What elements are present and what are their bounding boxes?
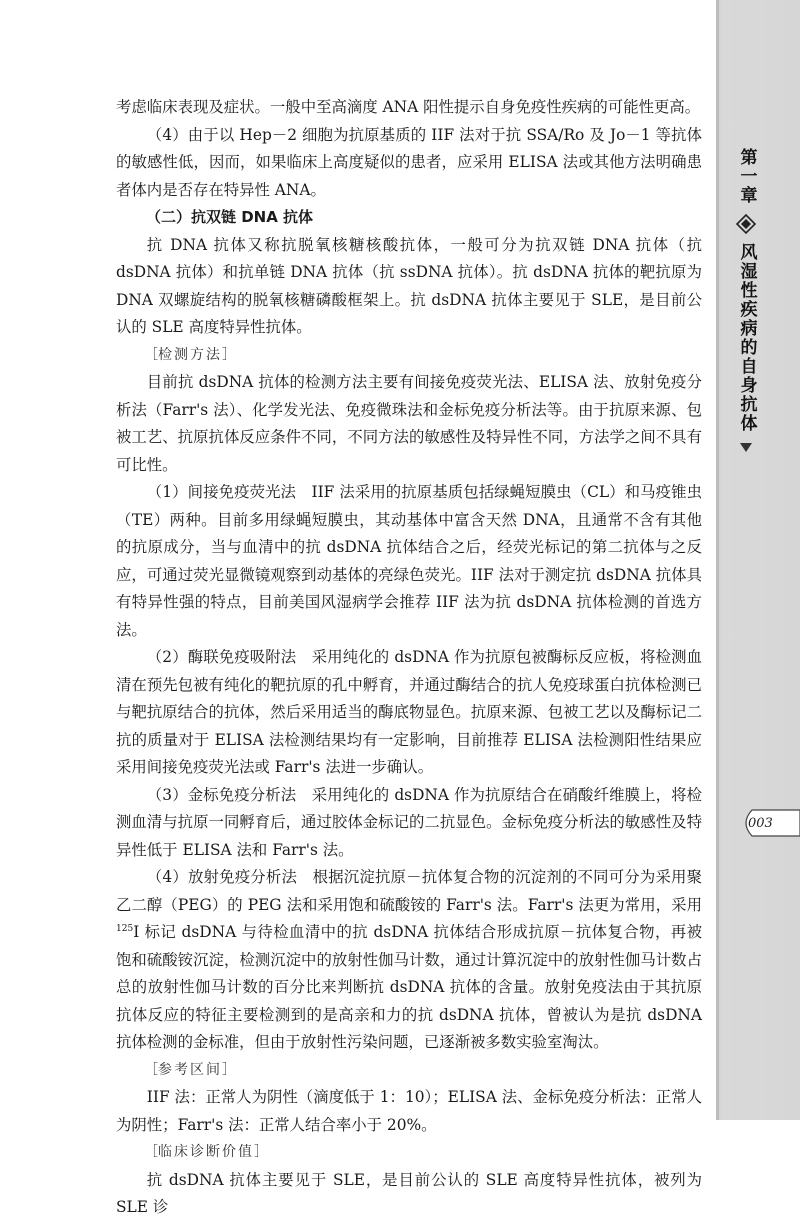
chapter-label [726,148,766,452]
diamond-icon [735,213,757,235]
subheading-clinical-value: ［临床诊断价值］ [144,1144,268,1160]
page-number-tab [738,808,800,838]
paragraph-gold-method: （3）金标免疫分析法 采用纯化的 dsDNA 作为抗原结合在硝酸纤维膜上，将检测血清与抗原一同孵育后，通过胶体金标记的二抗显色。金标免疫分析法的敏感性及特异性低于 ELISA 法和 Farr's 法。 [116,785,702,859]
subheading-detection-methods: ［检测方法］ [144,346,236,363]
paragraph-methods-overview: 目前抗 dsDNA 抗体的检测方法主要有间接免疫荧光法、ELISA 法、放射免疫分析法（Farr's 法）、化学发光法、免疫微珠法和金标免疫分析法等。由于抗原来源、包被工艺、抗原抗体反应条件不同，不同方法的敏感性及特异性不同，方法学之间不具有可比性。 [116,373,702,474]
paragraph-ana-continuation: 考虑临床表现及症状。一般中至高滴度 ANA 阳性提示自身免疫性疾病的可能性更高。 [116,98,701,116]
subheading-reference-range: ［参考区间］ [144,1061,236,1078]
paragraph-clinical-value: 抗 dsDNA 抗体主要见于 SLE，是目前公认的 SLE 高度特异性抗体，被列为 SLE 诊 [116,1170,702,1216]
triangle-marker-icon [740,443,752,452]
page-body [116,94,702,1222]
isotope-superscript: 125 [116,923,134,934]
subheading-reference-range-text: 参考区间 [158,1061,222,1078]
chapter-number-label: 第一章 [736,148,757,205]
ria-text-part2: I 标记 dsDNA 与待检血清中的抗 dsDNA 抗体结合形成抗原－抗体复合物，再被饱和硫酸铵沉淀，检测沉淀中的放射性伽马计数，通过计算沉淀中的放射性伽马计数占总的放射性伽马计数的百分比来判断抗 dsDNA 抗体的含量。放射免疫法由于其抗原抗体反应的特征主要检测到的是高亲和力的抗 dsDNA 抗体，曾被认为是抗 dsDNA 抗体检测的金标准，但由于放射性污染问题，已逐渐被多数实验室淘汰。 [116,923,702,1051]
ria-text-part1: （4）放射免疫分析法 根据沉淀抗原－抗体复合物的沉淀剂的不同可分为采用聚乙二醇（PEG）的 PEG 法和采用饱和硫酸铵的 Farr's 法。Farr's 法更为常用，采用 [116,868,702,914]
subheading-clinical-value-text: 临床诊断价值 [158,1144,254,1160]
paragraph-dsdna-intro: 抗 DNA 抗体又称抗脱氧核糖核酸抗体，一般可分为抗双链 DNA 抗体（抗 dsDNA 抗体）和抗单链 DNA 抗体（抗 ssDNA 抗体）。抗 dsDNA 抗体的靶抗原为 DNA 双螺旋结构的脱氧核糖磷酸框架上。抗 dsDNA 抗体主要见于 SLE，是目前公认的 SLE 高度特异性抗体。 [116,235,702,336]
section-heading-dsdna: （二）抗双链 DNA 抗体 [146,208,314,226]
paragraph-iif-method: （1）间接免疫荧光法 IIF 法采用的抗原基质包括绿蝇短膜虫（CL）和马疫锥虫（TE）两种。目前多用绿蝇短膜虫，其动基体中富含天然 DNA，且通常不含有其他的抗原成分，当与血清中的抗 dsDNA 抗体结合之后，经荧光标记的第二抗体与之反应，可通过荧光显微镜观察到动基体的亮绿色荧光。IIF 法对于测定抗 dsDNA 抗体具有特异性强的特点，目前美国风湿病学会推荐 IIF 法为抗 dsDNA 抗体检测的首选方法。 [116,483,702,639]
paragraph-ria-method [116,864,702,1057]
chapter-title: 风湿性疾病的自身抗体 [736,243,757,433]
paragraph-elisa-method: （2）酶联免疫吸附法 采用纯化的 dsDNA 作为抗原包被酶标反应板，将检测血清在预先包被有纯化的靶抗原的孔中孵育，并通过酶结合的抗人免疫球蛋白抗体检测已与靶抗原结合的抗体，然后采用适当的酶底物显色。抗原来源、包被工艺以及酶标记二抗的质量对于 ELISA 法检测结果均有一定影响，目前推荐 ELISA 法检测阳性结果应采用间接免疫荧光法或 Farr's 法进一步确认。 [116,648,702,776]
paragraph-reference-values: IIF 法：正常人为阴性（滴度低于 1：10）；ELISA 法、金标免疫分析法：正常人为阴性；Farr's 法：正常人结合率小于 20%。 [116,1088,702,1134]
subheading-detection-methods-text: 检测方法 [158,346,222,363]
paragraph-hep2-note: （4）由于以 Hep－2 细胞为抗原基质的 IIF 法对于抗 SSA/Ro 及 Jo－1 等抗体的敏感性低，因而，如果临床上高度疑似的患者，应采用 ELISA 法或其他方法明确患者体内是否存在特异性 ANA。 [116,125,702,199]
page-number: 003 [748,815,773,831]
strip-edge [716,0,719,1120]
